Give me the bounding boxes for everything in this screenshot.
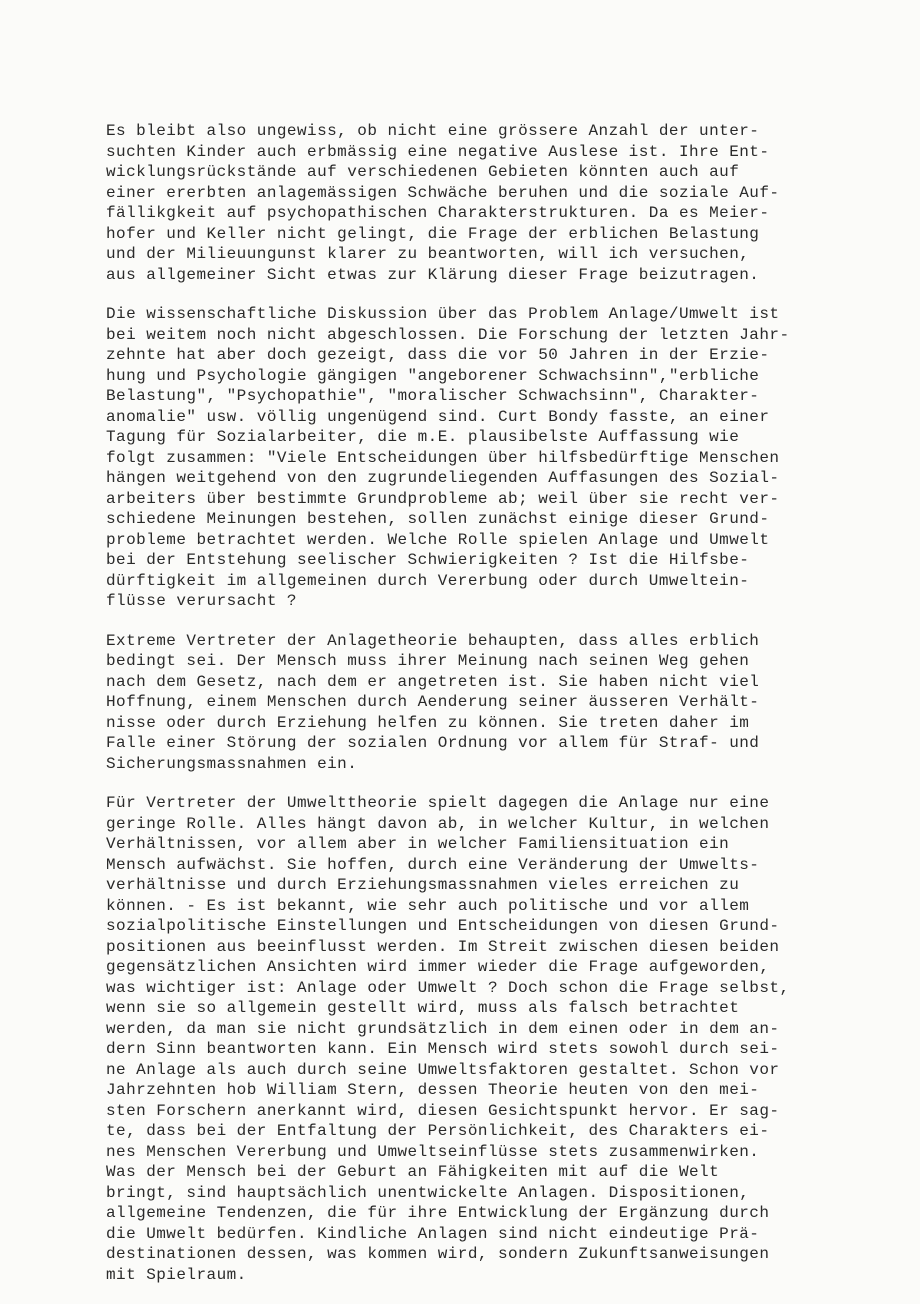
text-line: Tagung für Sozialarbeiter, die m.E. plausibelste Auffassung wie	[106, 428, 740, 446]
text-line: schiedene Meinungen bestehen, sollen zunächst einige dieser Grund-	[106, 510, 770, 528]
text-line: Sicherungsmassnahmen ein.	[106, 754, 358, 773]
text-line: hung und Psychologie gängigen "angeborener Schwachsinn","erbliche	[106, 366, 760, 385]
text-line: anomalie" usw. völlig ungenügend sind. Curt Bondy fasste, an einer	[106, 407, 770, 426]
text-line: Extreme Vertreter der Anlagetheorie behaupten, dass alles erblich	[106, 631, 760, 650]
paragraph	[106, 631, 826, 775]
text-line: arbeiters über bestimmte Grundprobleme ab; weil über sie recht ver-	[106, 489, 780, 508]
text-line: nach dem Gesetz, nach dem er angetreten ist. Sie haben nicht viel	[106, 672, 760, 691]
text-line: zehnte hat aber doch gezeigt, dass die vor 50 Jahren in der Erzie-	[106, 346, 770, 364]
text-line: die Umwelt bedürfen. Kindliche Anlagen sind nicht eindeutige Prä-	[106, 1224, 760, 1243]
text-line: Verhältnissen, vor allem aber in welcher Familiensituation ein	[106, 835, 730, 853]
text-line: dürftigkeit im allgemeinen durch Vererbung oder durch Umweltein-	[106, 571, 750, 590]
text-line: dern Sinn beantworten kann. Ein Mensch wird stets sowohl durch sei-	[106, 1040, 780, 1058]
text-line: werden, da man sie nicht grundsätzlich in dem einen oder in dem an-	[106, 1019, 780, 1038]
text-line: fällikgkeit auf psychopathischen Charakterstrukturen. Da es Meier-	[106, 204, 770, 222]
text-line: wenn sie so allgemein gestellt wird, muss als falsch betrachtet	[106, 999, 740, 1017]
text-line: gegensätzlichen Ansichten wird immer wieder die Frage aufgeworden,	[106, 958, 770, 976]
text-line: suchten Kinder auch erbmässig eine negative Auslese ist. Ihre Ent-	[106, 142, 770, 161]
text-line: bei weitem noch nicht abgeschlossen. Die Forschung der letzten Jahr-	[106, 325, 790, 344]
text-line: Es bleibt also ungewiss, ob nicht eine grössere Anzahl der unter-	[106, 122, 760, 140]
text-line: folgt zusammen: "Viele Entscheidungen über hilfsbedürftige Menschen	[106, 448, 780, 467]
text-line: nisse oder durch Erziehung helfen zu können. Sie treten daher im	[106, 713, 750, 732]
text-line: Falle einer Störung der sozialen Ordnung vor allem für Straf- und	[106, 734, 760, 752]
text-line: geringe Rolle. Alles hängt davon ab, in welcher Kultur, in welchen	[106, 814, 770, 833]
text-line: können. - Es ist bekannt, wie sehr auch politische und vor allem	[106, 896, 750, 915]
text-line: verhältnisse und durch Erziehungsmassnahmen vieles erreichen zu	[106, 876, 740, 894]
text-line: flüsse verursacht ?	[106, 592, 297, 610]
text-line: sten Forschern anerkannt wird, diesen Gesichtspunkt hervor. Er sag-	[106, 1101, 780, 1120]
text-line: Hoffnung, einem Menschen durch Aenderung seiner äusseren Verhält-	[106, 693, 760, 711]
text-line: was wichtiger ist: Anlage oder Umwelt ? Doch schon die Frage selbst,	[106, 978, 790, 997]
text-line: destinationen dessen, was kommen wird, sondern Zukunftsanweisungen	[106, 1245, 770, 1263]
text-line: probleme betrachtet werden. Welche Rolle spielen Anlage und Umwelt	[106, 530, 770, 549]
text-line: Belastung", "Psychopathie", "moralischer Schwachsinn", Charakter-	[106, 387, 760, 405]
text-line: ne Anlage als auch durch seine Umweltsfaktoren gestaltet. Schon vor	[106, 1060, 780, 1079]
text-line: wicklungsrückstände auf verschiedenen Gebieten könnten auch auf	[106, 163, 740, 181]
text-line: Mensch aufwächst. Sie hoffen, durch eine Veränderung der Umwelts-	[106, 855, 760, 874]
text-line: bei der Entstehung seelischer Schwierigkeiten ? Ist die Hilfsbe-	[106, 551, 750, 569]
text-line: allgemeine Tendenzen, die für ihre Entwicklung der Ergänzung durch	[106, 1204, 770, 1222]
text-line: Für Vertreter der Umwelttheorie spielt dagegen die Anlage nur eine	[106, 794, 770, 812]
text-line: Was der Mensch bei der Geburt an Fähigkeiten mit auf die Welt	[106, 1163, 720, 1181]
text-line: hängen weitgehend von den zugrundeliegenden Auffasungen des Sozial-	[106, 469, 780, 487]
text-line: nes Menschen Vererbung und Umweltseinflüsse stets zusammenwirken.	[106, 1142, 760, 1161]
paragraph	[106, 121, 826, 285]
text-line: aus allgemeiner Sicht etwas zur Klärung dieser Frage beizutragen.	[106, 265, 760, 284]
text-line: einer ererbten anlagemässigen Schwäche beruhen und die soziale Auf-	[106, 183, 780, 202]
text-line: te, dass bei der Entfaltung der Persönlichkeit, des Charakters ei-	[106, 1122, 770, 1140]
text-line: hofer und Keller nicht gelingt, die Frage der erblichen Belastung	[106, 224, 760, 243]
text-line: und der Milieuungunst klarer zu beantworten, will ich versuchen,	[106, 245, 750, 263]
paragraph	[106, 793, 826, 1285]
text-line: sozialpolitische Einstellungen und Entscheidungen von diesen Grund-	[106, 917, 780, 935]
text-line: bedingt sei. Der Mensch muss ihrer Meinung nach seinen Weg gehen	[106, 652, 750, 670]
text-line: mit Spielraum.	[106, 1265, 247, 1284]
document-body	[106, 121, 826, 1304]
text-line: positionen aus beeinflusst werden. Im Streit zwischen diesen beiden	[106, 937, 780, 956]
text-line: Jahrzehnten hob William Stern, dessen Theorie heuten von den mei-	[106, 1081, 760, 1099]
text-line: Die wissenschaftliche Diskussion über das Problem Anlage/Umwelt ist	[106, 305, 780, 323]
paragraph	[106, 304, 826, 612]
text-line: bringt, sind hauptsächlich unentwickelte Anlagen. Dispositionen,	[106, 1183, 750, 1202]
